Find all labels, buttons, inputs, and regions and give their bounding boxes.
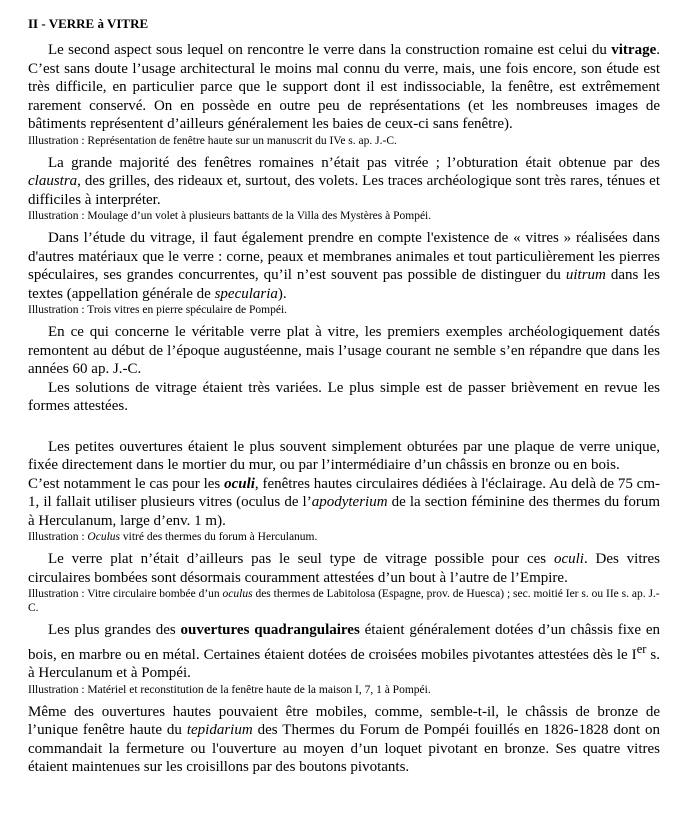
text-run: ). bbox=[277, 285, 287, 302]
italic-uitrum: uitrum bbox=[565, 267, 606, 283]
paragraph-tepidarium bbox=[28, 703, 660, 777]
caption-specular-stone: Illustration : Trois vitres en pierre spéculaire de Pompéi. bbox=[28, 304, 288, 316]
text-run: Le verre plat n’était d’ailleurs pas le seul type de vitrage possible pour ces bbox=[48, 551, 554, 567]
text-run: Illustration : bbox=[28, 531, 88, 543]
italic-oculi: oculi bbox=[553, 551, 584, 567]
paragraph-vitrage-intro bbox=[28, 41, 660, 134]
caption-shutter: Illustration : Moulage d’un volet à plusieurs battants de la Villa des Mystères à Pompéi. bbox=[28, 210, 432, 222]
emphasis-quadrangular: ouvertures quadrangulaires bbox=[180, 622, 360, 638]
italic-apodyterium: apodyterium bbox=[311, 494, 388, 510]
caption-labitolosa bbox=[28, 587, 660, 615]
caption-oculus-herculanum bbox=[28, 530, 660, 544]
paragraph-unglazed-windows bbox=[28, 154, 660, 210]
paragraph-flat-glass: En ce qui concerne le véritable verre plat à vitre, les premiers exemples archéologiquement datés remontent au début de l’époque augustéenne, mais l’usage courant ne semble s’en répandre que dans les années 60 ap. J.-C. bbox=[28, 324, 660, 377]
paragraph-curved-panes bbox=[28, 550, 660, 587]
emphasis-vitrage: vitrage bbox=[611, 42, 657, 58]
spacer bbox=[28, 416, 660, 438]
text-run: Le second aspect sous lequel on rencontre le verre dans la construction romaine est celui du bbox=[48, 42, 612, 58]
text-run: Même des ouvertures hautes pouvaient être mobiles, comme, semble-t-il, le châssis de bronze de l’unique fenêtre haute du bbox=[28, 703, 660, 738]
text-run: de la section féminine des thermes du forum à Herculanum, large d’env. 1 m). bbox=[28, 494, 660, 529]
text-run: . C’est sans doute l’usage architectural le moins mal connu du verre, mais, une fois encore, son étude est très difficile, en particulier parce que le support dont il est indissociable, la fenêtre, est extrêmement rarement conservé. On en possède en outre peu de représentations (et les nombreuses images de bâtiments représentent d’ailleurs généralement les baies de ceux-ci sans fenêtre). bbox=[28, 42, 660, 132]
emphasis-oculi: oculi bbox=[224, 475, 255, 492]
text-run: Illustration : Vitre circulaire bombée d’un bbox=[28, 588, 223, 600]
text-run: vitré des thermes du forum à Herculanum. bbox=[120, 531, 318, 543]
italic-specularia: specularia bbox=[214, 285, 278, 302]
italic-oculus: oculus bbox=[222, 588, 253, 600]
paragraph-quadrangular bbox=[28, 621, 660, 683]
italic-claustra: claustra bbox=[28, 173, 78, 189]
text-run: . Des vitres circulaires bombées sont désormais couramment attestées d’un bout à l’autre de l’Empire. bbox=[28, 551, 660, 586]
paragraph-oculi bbox=[28, 475, 660, 531]
text-run: Les plus grandes des bbox=[48, 622, 181, 638]
italic-tepidarium: tepidarium bbox=[186, 722, 253, 738]
italic-oculus: Oculus bbox=[87, 531, 121, 543]
paragraph-solutions: Les solutions de vitrage étaient très variées. Le plus simple est de passer brièvement en revue les formes attestées. bbox=[28, 379, 660, 414]
text-run: s. à Herculanum et à Pompéi. bbox=[28, 646, 660, 681]
section-heading: II - VERRE à VITRE bbox=[28, 16, 149, 31]
text-run: , fenêtres hautes circulaires dédiées à l'éclairage. Au delà de 75 cm-1, il fallait utiliser plusieurs vitres (oculus de l’ bbox=[28, 475, 660, 510]
text-run: C’est notamment le cas pour les bbox=[28, 475, 225, 492]
text-run: étaient généralement dotées d’un châssis fixe en bois, en marbre ou en métal. Certaines étaient dotées de croisées mobiles pivotantes attestées dès le I bbox=[28, 622, 660, 663]
text-run: des thermes de Labitolosa (Espagne, prov. de Huesca) ; sec. moitié Ier s. ou IIe s. ap. J.-C. bbox=[28, 588, 660, 614]
caption-pompeii-window: Illustration : Matériel et reconstitution de la fenêtre haute de la maison I, 7, 1 à Pompéi. bbox=[28, 683, 431, 696]
text-run: des Thermes du Forum de Pompéi fouillés en 1826-1828 dont on commandait la fermeture ou l'ouverture au moyen d’un loquet pivotant en bronze. Ses quatre vitres étaient maintenues sur les croisillons par des boutons pivotants. bbox=[28, 722, 660, 775]
text-run: Dans l’étude du vitrage, il faut également prendre en compte l'existence de « vitres » réalisées dans d'autres matériaux que le verre : corne, peaux et membranes animales et tout particulièrement les pierres spéculaires, ses grandes concurrentes, qu’il n’est souvent pas possible de distinguer du bbox=[28, 230, 660, 283]
text-run: dans les textes (appellation générale de bbox=[28, 267, 660, 302]
caption-manuscript: Illustration : Représentation de fenêtre haute sur un manuscrit du IVe s. ap. J.-C. bbox=[28, 134, 397, 147]
text-run: La grande majorité des fenêtres romaines n’était pas vitrée ; l’obturation était obtenue par des bbox=[48, 154, 660, 171]
text-run: , des grilles, des rideaux et, surtout, des volets. Les traces archéologique sont très rares, ténues et difficiles à interpréter. bbox=[28, 173, 660, 208]
paragraph-other-materials bbox=[28, 229, 660, 303]
superscript-er: er bbox=[636, 641, 647, 656]
paragraph-small-openings: Les petites ouvertures étaient le plus souvent simplement obturées par une plaque de verre unique, fixée directement dans le mortier du mur, ou par l’intermédiaire d’un châssis en bronze ou en bois. bbox=[28, 438, 660, 473]
